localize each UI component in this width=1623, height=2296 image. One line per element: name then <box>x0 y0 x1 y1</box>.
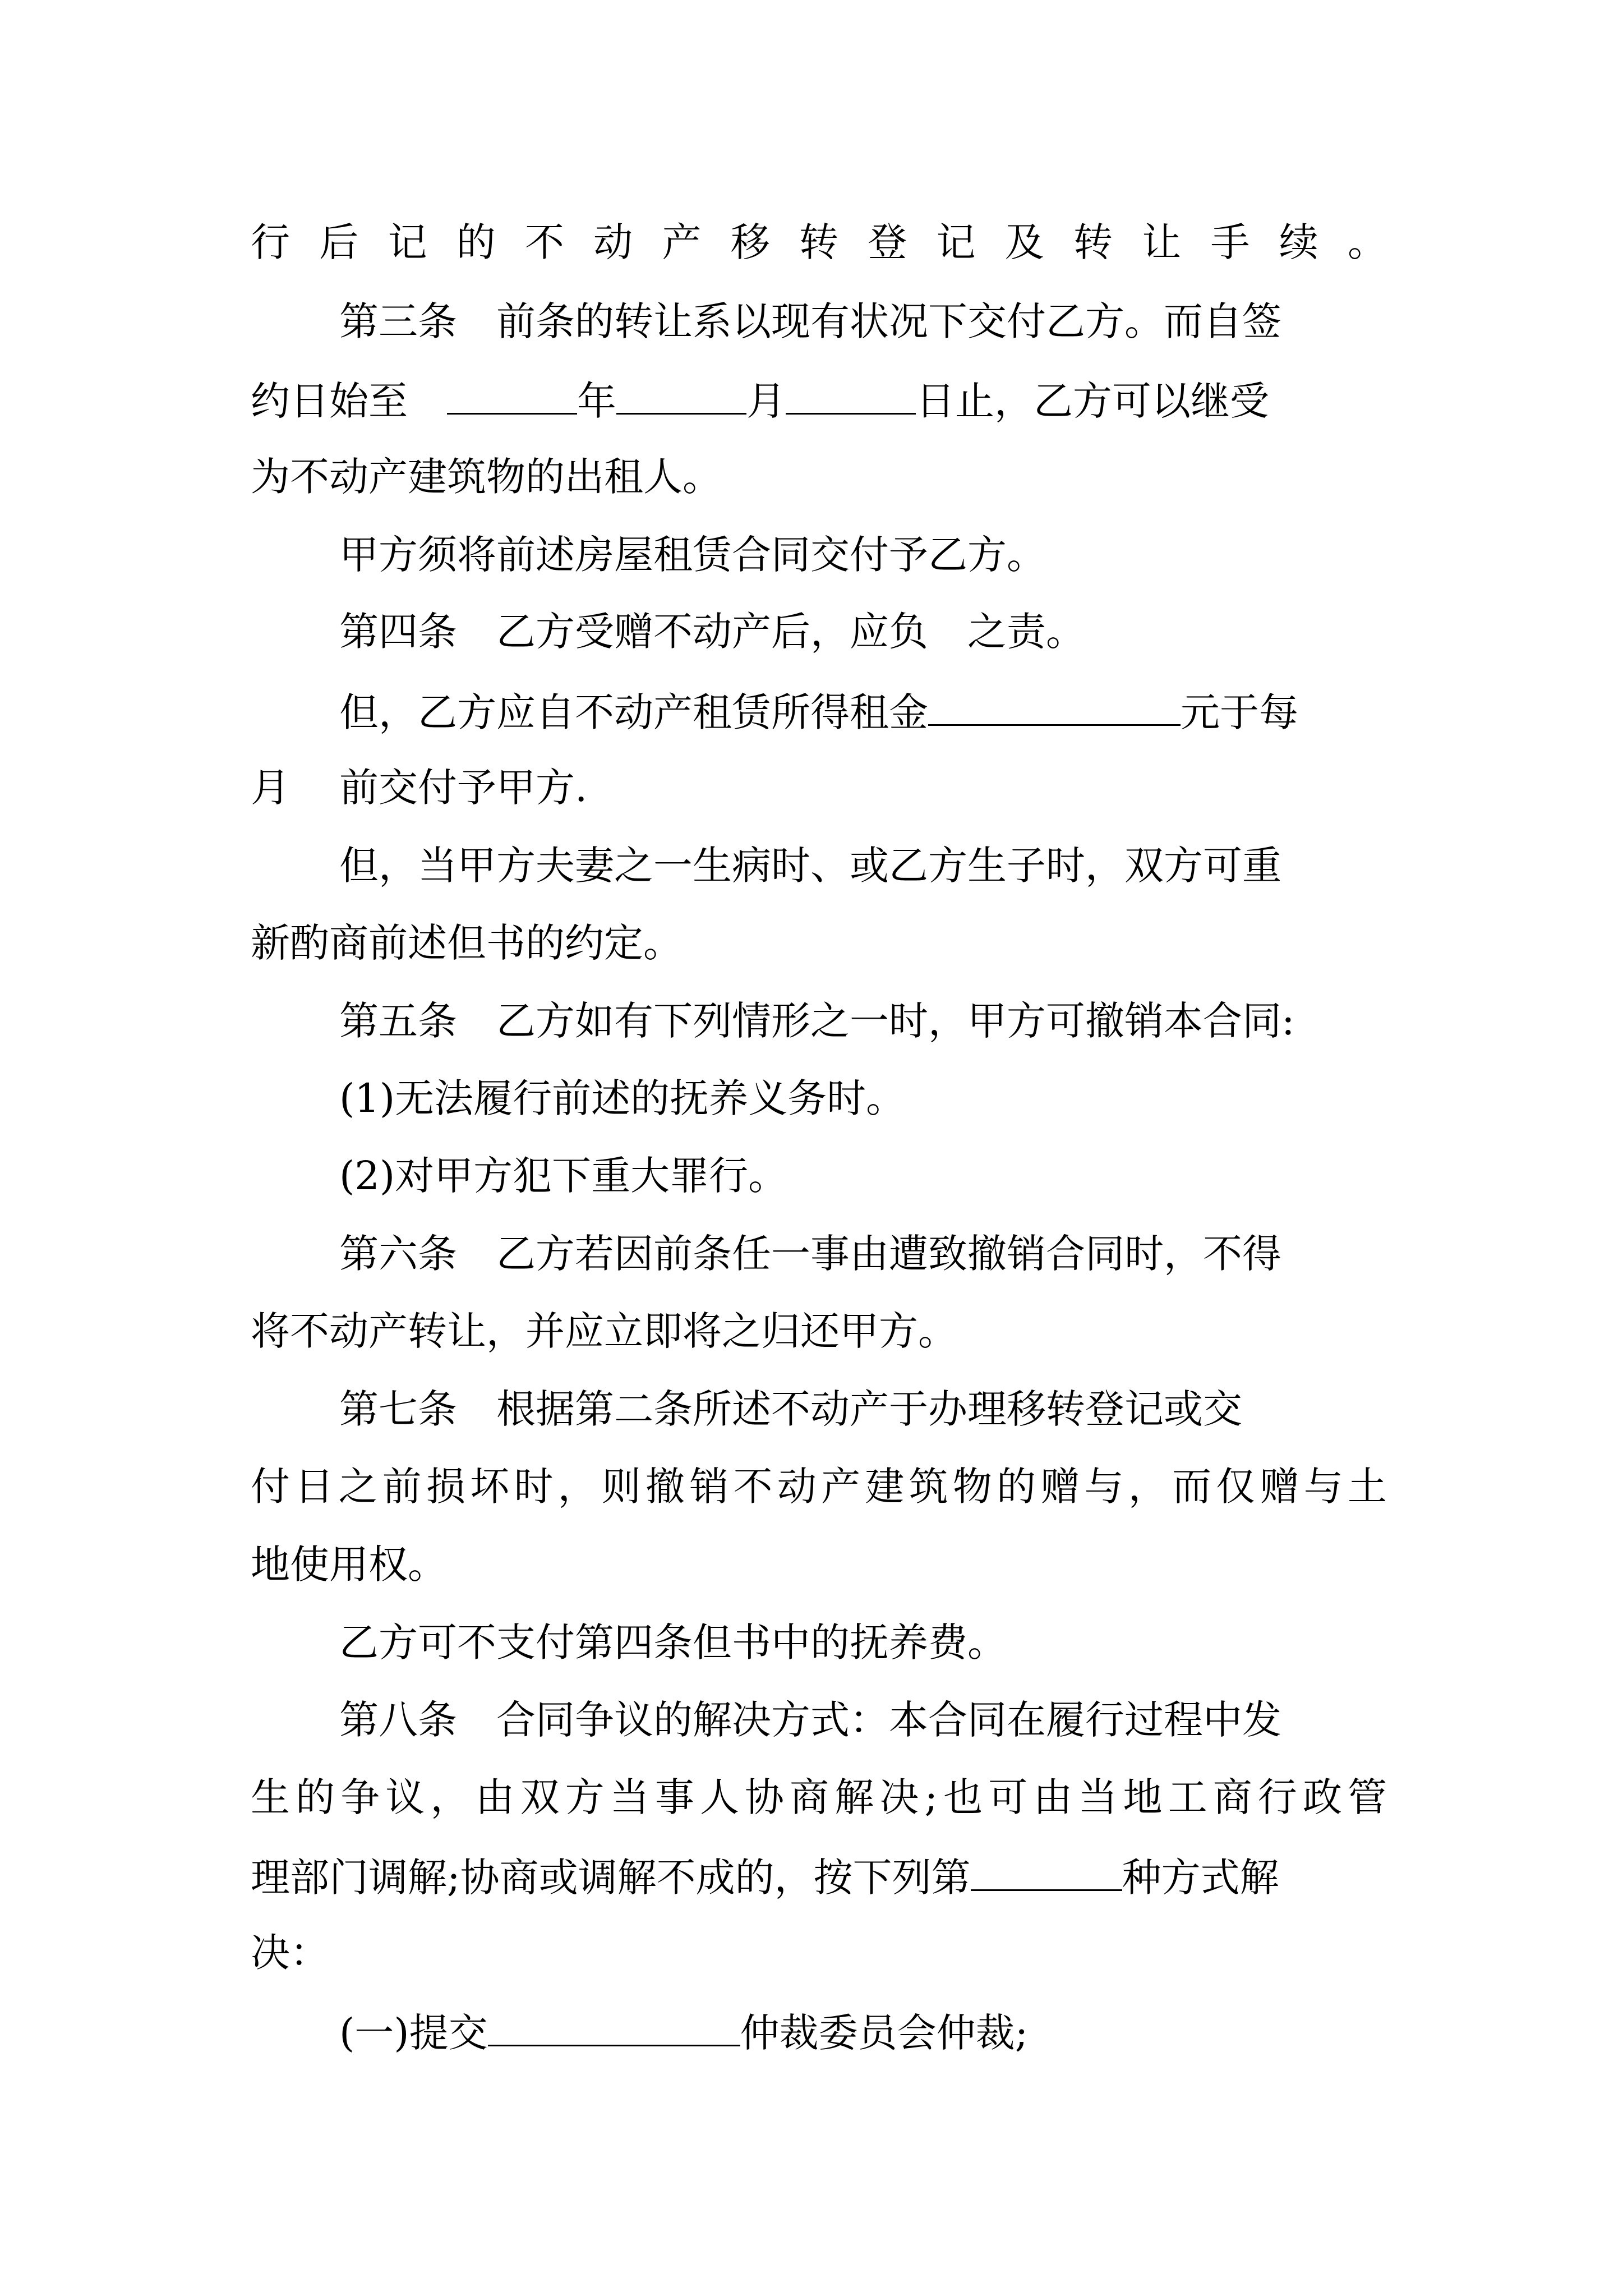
line-text: 付日之前损坏时，则撤销不动产建筑物的赠与，而仅赠与土 <box>251 1464 1387 1510</box>
year-blank[interactable] <box>447 379 577 415</box>
paragraph-line <box>251 920 683 966</box>
line-text: 但，乙方应自不动产租赁所得租金 <box>339 689 928 735</box>
option-number-blank[interactable] <box>971 1856 1122 1891</box>
line-text: 仲裁委员会仲裁; <box>740 2010 1029 2056</box>
article-7-heading-line <box>339 1386 1242 1432</box>
paragraph-line <box>251 219 1387 265</box>
line-text: 月 <box>251 765 290 811</box>
line-text: 地使用权。 <box>251 1542 447 1588</box>
article-5-heading-line <box>339 998 1295 1044</box>
rent-amount-line <box>339 689 1298 735</box>
article-number: 第四条 <box>339 609 457 655</box>
article-number: 第七条 <box>339 1386 457 1432</box>
month-blank[interactable] <box>616 379 746 415</box>
article-8-heading-line <box>339 1697 1281 1743</box>
line-text: 甲方须将前述房屋租赁合同交付予乙方。 <box>339 532 1046 578</box>
line-text: (2)对甲方犯下重大罪行。 <box>339 1153 788 1199</box>
line-text: 理部门调解;协商或调解不成的，按下列第 <box>251 1855 971 1901</box>
line-text: 新酌商前述但书的约定。 <box>251 920 683 966</box>
date-fill-line <box>251 378 1269 424</box>
line-text: 约日始至 <box>251 378 408 424</box>
paragraph-line <box>251 1542 447 1588</box>
paragraph-line <box>339 843 1281 889</box>
line-text: (1)无法履行前述的抚养义务时。 <box>339 1075 906 1121</box>
line-text: 行后记的不动产移转登记及转让手续。 <box>251 219 1387 265</box>
paragraph-line <box>251 1464 1387 1510</box>
day-blank[interactable] <box>786 379 916 415</box>
line-text: (一)提交 <box>339 2010 488 2056</box>
line-text: 合同争议的解决方式：本合同在履行过程中发 <box>496 1697 1281 1743</box>
arbitration-committee-blank[interactable] <box>488 2011 740 2046</box>
arbitration-line <box>339 2010 1029 2056</box>
line-text: 为不动产建筑物的出租人。 <box>251 454 722 500</box>
option-number-line <box>251 1855 1279 1901</box>
paragraph-line <box>251 454 722 500</box>
list-item <box>339 1153 788 1199</box>
paragraph-line <box>251 765 588 811</box>
article-4-heading-line <box>339 609 1085 655</box>
list-item <box>339 1075 906 1121</box>
line-text: 之责。 <box>967 609 1085 655</box>
month-label: 月 <box>746 378 786 424</box>
article-3-heading-line <box>339 298 1281 344</box>
paragraph-line <box>251 1774 1387 1820</box>
article-number: 第六条 <box>339 1231 457 1277</box>
line-text: 生的争议，由双方当事人协商解决;也可由当地工商行政管 <box>251 1774 1387 1820</box>
article-number: 第五条 <box>339 998 457 1044</box>
line-text: 前交付予甲方. <box>339 765 588 811</box>
amount-blank[interactable] <box>928 691 1181 726</box>
article-number: 第八条 <box>339 1697 457 1743</box>
article-number: 第三条 <box>339 298 457 344</box>
year-label: 年 <box>577 378 616 424</box>
line-text: 日止，乙方可以继受 <box>916 378 1269 424</box>
line-text: 决： <box>251 1930 329 1976</box>
paragraph-line <box>339 1619 1007 1665</box>
line-text: 乙方受赠不动产后，应负 <box>496 609 928 655</box>
line-text: 乙方若因前条任一事由遭致撤销合同时，不得 <box>496 1231 1281 1277</box>
line-text: 种方式解 <box>1122 1855 1279 1901</box>
line-text: 根据第二条所述不动产于办理移转登记或交 <box>496 1386 1242 1432</box>
paragraph-line <box>251 1930 329 1976</box>
line-text: 将不动产转让，并应立即将之归还甲方。 <box>251 1308 957 1354</box>
paragraph-line <box>339 532 1046 578</box>
paragraph-line <box>251 1308 957 1354</box>
line-text: 元于每 <box>1181 689 1298 735</box>
line-text: 前条的转让系以现有状况下交付乙方。而自签 <box>496 298 1281 344</box>
line-text: 但，当甲方夫妻之一生病时、或乙方生子时，双方可重 <box>339 843 1281 889</box>
article-6-heading-line <box>339 1231 1281 1277</box>
line-text: 乙方可不支付第四条但书中的抚养费。 <box>339 1619 1007 1665</box>
line-text: 乙方如有下列情形之一时，甲方可撤销本合同: <box>496 998 1295 1044</box>
